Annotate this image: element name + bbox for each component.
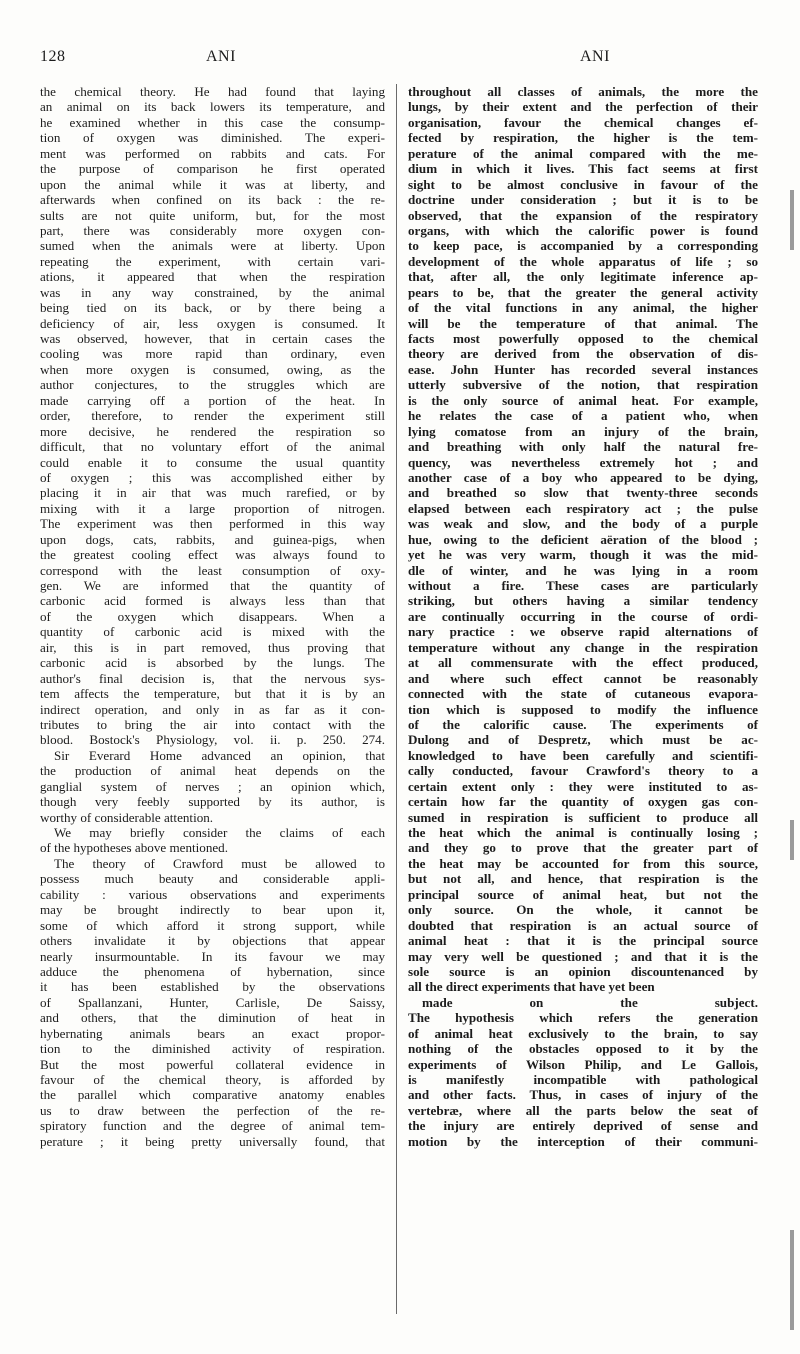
text-line: is the only source of animal heat. For example, xyxy=(408,392,758,408)
text-line: adduce the phenomena of hybernation, since xyxy=(40,963,385,979)
text-line: at all commensurate with the effect produced, xyxy=(408,655,758,671)
text-line: pears to be, that the greater the general activity xyxy=(408,284,758,300)
text-line: lungs, by their extent and the perfection of their xyxy=(408,99,758,115)
text-line: will be the temperature of that animal. The xyxy=(408,315,758,331)
text-line: Dulong and of Despretz, which must be ac- xyxy=(408,732,758,748)
text-line: is manifestly incompatible with pathological xyxy=(408,1072,758,1087)
text-line: sight to be almost conclusive in favour of the xyxy=(408,176,758,192)
right-column xyxy=(408,84,758,1149)
text-line: and other facts. Thus, in cases of injury of the xyxy=(408,1087,758,1103)
text-line: correspond with the least consumption of oxy- xyxy=(40,562,385,578)
text-line: carbonic acid formed is always less than that xyxy=(40,593,385,609)
text-line: ganglial system of nerves ; an opinion which, xyxy=(40,778,385,794)
page-header xyxy=(0,48,800,70)
text-line: upon dogs, cats, rabbits, and guinea-pigs, when xyxy=(40,531,385,547)
text-line: quency, was nevertheless extremely hot ; and xyxy=(408,454,758,470)
text-line: of the vital functions in any animal, the higher xyxy=(408,300,758,316)
text-line: he relates the case of a patient who, when xyxy=(408,408,758,424)
text-line: it has been established by the observations xyxy=(40,979,385,995)
text-line: though very feebly supported by its author, is xyxy=(40,794,385,810)
text-line: tem affects the temperature, but that it is by an xyxy=(40,686,385,702)
text-line: organisation, favour the chemical changes ef- xyxy=(408,114,758,130)
text-line: worthy of considerable attention. xyxy=(40,809,214,825)
text-line: ations, it appeared that when the respiration xyxy=(40,269,385,285)
text-line: fected by respiration, the higher is the tem- xyxy=(408,130,758,146)
text-line: afterwards when confined on its back : the re- xyxy=(40,192,385,208)
text-line: development of the whole apparatus of life ; so xyxy=(408,253,758,269)
text-line: he examined whether in this case the consump- xyxy=(40,114,385,130)
text-line: favour of the chemical theory, is afforded by xyxy=(40,1072,385,1087)
text-line: may very well be questioned ; and that it is the xyxy=(408,948,758,964)
text-line: theory are derived from the observation of dis- xyxy=(408,346,758,362)
text-line: cally conducted, favour Crawford's theory to a xyxy=(408,763,758,779)
text-line: deficiency of air, less oxygen is consumed. It xyxy=(40,315,385,331)
text-line: the heat which the animal is continually losing ; xyxy=(408,825,758,840)
text-line: throughout all classes of animals, the more the xyxy=(408,84,758,99)
text-line: was weak and slow, and the body of a purple xyxy=(408,516,758,532)
text-line: blood. Bostock's Physiology, vol. ii. p. 250. 274. xyxy=(40,732,385,748)
text-line: sumed in respiration is sufficient to produce all xyxy=(408,809,758,825)
text-line: knowledged to have been carefully and scientifi- xyxy=(408,747,758,763)
text-line: all the direct experiments that have yet been xyxy=(408,979,655,995)
text-line: possess much beauty and considerable appli- xyxy=(40,871,385,887)
text-line: the purpose of comparison he first operated xyxy=(40,161,385,177)
text-line: when more oxygen is consumed, owing, as the xyxy=(40,361,385,377)
text-line: difficult, that no voluntary effort of the animal xyxy=(40,439,385,455)
text-line: the injury are entirely deprived of sense and xyxy=(408,1118,758,1134)
text-line: are continually occurring in the course of ordi- xyxy=(408,608,758,624)
text-line: The experiment was then performed in this way xyxy=(40,516,385,532)
text-line: indirect operation, and only in as far as it con- xyxy=(40,701,385,717)
text-line: tributes to bring the air into contact with the xyxy=(40,716,385,732)
text-line: and they go to prove that the greater part of xyxy=(408,840,758,856)
text-line: part, there was considerably more oxygen con- xyxy=(40,222,385,238)
text-line: mixing with it a large proportion of nitrogen. xyxy=(40,500,385,516)
text-line: experiments of Wilson Philip, and Le Gallois, xyxy=(408,1056,758,1072)
text-line: hybernating animals bears an exact propor- xyxy=(40,1025,385,1041)
text-line: order, therefore, to render the experiment still xyxy=(40,408,385,424)
text-line: certain extent only : they were instituted to as- xyxy=(408,778,758,794)
text-line: us to draw between the perfection of the re- xyxy=(40,1102,385,1118)
text-line: more decisive, he rendered the respiration so xyxy=(40,423,385,439)
text-line: the heat may be accounted for from this source, xyxy=(408,855,758,871)
text-line: animal heat : that it is the principal source xyxy=(408,933,758,949)
text-line: ment was performed on rabbits and cats. For xyxy=(40,145,385,161)
text-line: cability : various observations and experiments xyxy=(40,886,385,902)
text-line: doctrine under consideration ; but it is to be xyxy=(408,192,758,208)
text-line: was in any way constrained, by the animal xyxy=(40,284,385,300)
text-line: author conjectures, to the struggles which are xyxy=(40,377,385,393)
text-line: connected with the state of cutaneous evapora- xyxy=(408,686,758,702)
text-line: of animal heat exclusively to the brain, to say xyxy=(408,1025,758,1041)
text-line: The theory of Crawford must be allowed to xyxy=(54,855,385,871)
text-line: sole source is an opinion discountenanced by xyxy=(408,963,758,979)
column-divider xyxy=(396,84,397,1314)
text-line: yet he was very warm, though it was the mid- xyxy=(408,547,758,563)
text-line: vertebræ, where all the parts below the seat of xyxy=(408,1102,758,1118)
running-head-right: ANI xyxy=(580,48,610,65)
text-line: gen. We are informed that the quantity of xyxy=(40,578,385,593)
text-line: the greatest cooling effect was always found to xyxy=(40,547,385,563)
text-line: elapsed between each respiratory act ; the pulse xyxy=(408,500,758,516)
text-line: could enable it to consume the usual quantity xyxy=(40,454,385,470)
text-line: and breathed so slow that twenty-three seconds xyxy=(408,485,758,501)
text-line: dium in which it lives. This fact seems at first xyxy=(408,161,758,177)
text-line: tion which is supposed to modify the influence xyxy=(408,701,758,717)
page-edge-shadow xyxy=(790,820,794,860)
text-line: another case of a boy who appeared to be dying, xyxy=(408,469,758,485)
text-line: doubted that respiration is an actual source of xyxy=(408,917,758,933)
text-line: of the oxygen which disappears. When a xyxy=(40,608,385,624)
text-line: certain how far the quantity of oxygen gas con- xyxy=(408,794,758,810)
text-line: some of which afford it strong support, while xyxy=(40,917,385,933)
text-line: repeating the experiment, with certain vari- xyxy=(40,253,385,269)
text-line: upon the animal while it was at liberty, and xyxy=(40,176,385,192)
text-line: The hypothesis which refers the generation xyxy=(408,1010,758,1026)
text-line: temperature without any change in the respiration xyxy=(408,639,758,655)
text-line: may be brought indirectly to bear upon it, xyxy=(40,902,385,918)
text-line: without a fire. These cases are particularly xyxy=(408,578,758,593)
text-line: and where such effect cannot be reasonably xyxy=(408,670,758,686)
text-line: the parallel which comparative anatomy enables xyxy=(40,1087,385,1103)
text-line: hue, owing to the deficient aëration of the blood ; xyxy=(408,531,758,547)
text-line: nearly insurmountable. In its favour we may xyxy=(40,948,385,964)
text-line: the production of animal heat depends on the xyxy=(40,763,385,779)
text-line: of oxygen ; this was accomplished either by xyxy=(40,469,385,485)
text-line: tion to the diminished activity of respiration. xyxy=(40,1041,385,1057)
text-line: Sir Everard Home advanced an opinion, that xyxy=(54,747,385,763)
text-line: quantity of carbonic acid is mixed with the xyxy=(40,624,385,640)
page-edge-shadow xyxy=(790,190,794,250)
text-line: perature ; it being pretty universally found, that xyxy=(40,1133,385,1149)
text-line: sults are not quite uniform, but, for the most xyxy=(40,207,385,223)
text-line: perature of the animal compared with the me- xyxy=(408,145,758,161)
text-line: only source. On the whole, it cannot be xyxy=(408,902,758,918)
text-line: author's final decision is, that the nervous sys- xyxy=(40,670,385,686)
text-line: was observed, however, that in certain cases the xyxy=(40,331,385,346)
text-line: nothing of the obstacles opposed to it by the xyxy=(408,1041,758,1057)
page-edge-shadow xyxy=(790,1230,794,1330)
text-line: to keep pace, is accompanied by a corresponding xyxy=(408,238,758,254)
text-line: But the most powerful collateral evidence in xyxy=(40,1056,385,1072)
text-line: organs, with which the calorific power is found xyxy=(408,222,758,238)
text-line: that, after all, the only legitimate inference ap- xyxy=(408,269,758,285)
text-line: striking, but others having a similar tendency xyxy=(408,593,758,609)
text-line: lying comatose from an injury of the brain, xyxy=(408,423,758,439)
text-line: others invalidate it by objections that appear xyxy=(40,933,385,949)
page-number: 128 xyxy=(40,48,66,65)
text-line: carbonic acid is absorbed by the lungs. The xyxy=(40,655,385,671)
text-line: of the calorific cause. The experiments of xyxy=(408,716,758,732)
text-line: placing it in air that was much rarefied, or by xyxy=(40,485,385,501)
text-line: principal source of animal heat, but not the xyxy=(408,886,758,902)
text-line: the chemical theory. He had found that laying xyxy=(40,84,385,99)
text-line: of the hypotheses above mentioned. xyxy=(40,840,228,856)
text-line: ease. John Hunter has recorded several instances xyxy=(408,361,758,377)
text-line: but not all, and hence, that respiration is the xyxy=(408,871,758,887)
running-head-left: ANI xyxy=(206,48,236,65)
left-column xyxy=(40,84,385,1149)
text-line: and others, that the diminution of heat in xyxy=(40,1010,385,1026)
text-line: tion of oxygen was diminished. The experi- xyxy=(40,130,385,146)
text-line: being tied on its back, or by there being a xyxy=(40,300,385,316)
text-line: utterly subversive of the notion, that respiration xyxy=(408,377,758,393)
text-line: We may briefly consider the claims of each xyxy=(54,825,385,840)
text-line: and breathing with only half the natural fre- xyxy=(408,439,758,455)
text-line: motion by the interception of their communi- xyxy=(408,1133,758,1149)
text-line: facts most powerfully opposed to the chemical xyxy=(408,331,758,346)
text-line: dle of winter, and he was lying in a room xyxy=(408,562,758,578)
text-line: spiratory function and the degree of animal tem- xyxy=(40,1118,385,1134)
text-line: cooling was more rapid than ordinary, even xyxy=(40,346,385,362)
text-line: nary practice : we observe rapid alternations of xyxy=(408,624,758,640)
text-line: an animal on its back lowers its temperature, and xyxy=(40,99,385,115)
text-line: observed, that the expansion of the respiratory xyxy=(408,207,758,223)
text-line: made carrying off a portion of the heat. In xyxy=(40,392,385,408)
text-line: air, this is in part removed, thus proving that xyxy=(40,639,385,655)
text-line: made on the subject. xyxy=(422,994,758,1010)
text-line: of Spallanzani, Hunter, Carlisle, De Saissy, xyxy=(40,994,385,1010)
text-line: sumed when the animals were at liberty. Upon xyxy=(40,238,385,254)
